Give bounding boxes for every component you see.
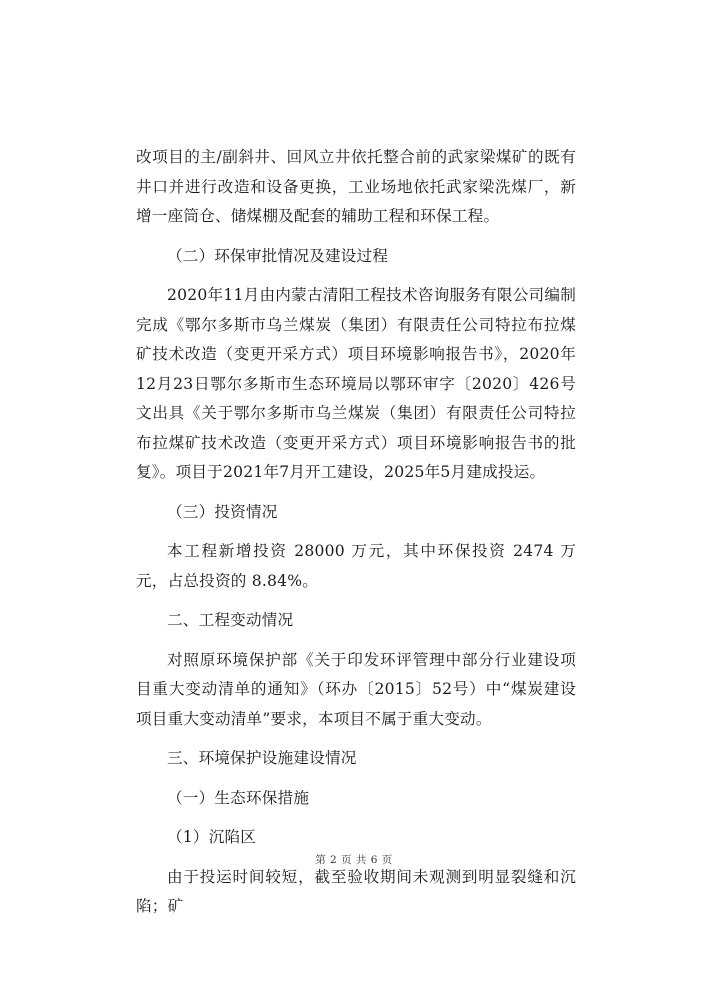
paragraph-approval-details: 2020年11月由内蒙古清阳工程技术咨询服务有限公司编制完成《鄂尔多斯市乌兰煤炭（集团）有限责任公司特拉布拉煤矿技术改造（变更开采方式）项目环境影响报告书》，2020年12月23日鄂尔多斯市生态环境局以鄂环审字〔2020〕426号文出具《关于鄂尔多斯市乌兰煤炭（集团）有限责任公司特拉布拉煤矿技术改造（变更开采方式）项目环境影响报告书的批复》。项目于2021年7月开工建设，2025年5月建成投运。 (136, 286, 576, 481)
heading-approval-process: （二）环保审批情况及建设过程 (167, 246, 389, 265)
paragraph-subsidence-details: 由于投运时间较短，截至验收期间未观测到明显裂缝和沉陷；矿 (136, 867, 576, 915)
paragraph-investment-details: 本工程新增投资 28000 万元，其中环保投资 2474 万元，占总投资的 8.84%。 (136, 542, 576, 590)
document-body (136, 143, 576, 932)
heading-project-changes: 二、工程变动情况 (167, 611, 294, 629)
page-number-footer: 第 2 页 共 6 页 (315, 854, 393, 866)
heading-ecological-measures: （一）生态环保措施 (167, 788, 310, 807)
heading-investment: （三）投资情况 (167, 502, 278, 521)
heading-subsidence-area: （1）沉陷区 (167, 828, 257, 846)
heading-env-facilities: 三、环境保护设施建设情况 (167, 749, 357, 767)
paragraph-project-changes: 对照原环境保护部《关于印发环评管理中部分行业建设项目重大变动清单的通知》（环办〔2015〕52号）中“煤炭建设项目重大变动清单”要求，本项目不属于重大变动。 (136, 650, 576, 728)
paragraph-project-intro: 改项目的主/副斜井、回风立井依托整合前的武家梁煤矿的既有井口并进行改造和设备更换，工业场地依托武家梁洗煤厂，新增一座筒仓、储煤棚及配套的辅助工程和环保工程。 (136, 148, 576, 225)
